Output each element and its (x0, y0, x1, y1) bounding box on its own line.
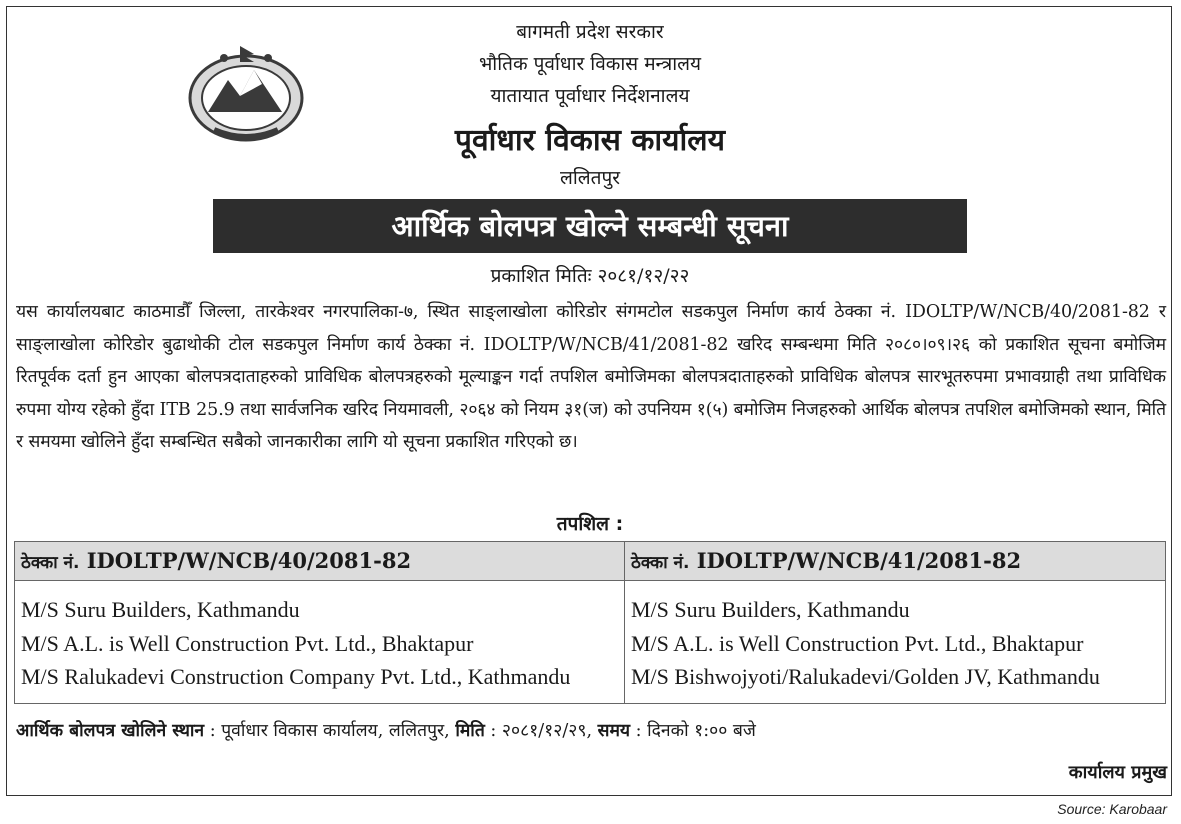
opening-date-value: : २०८१/१२/२९, (490, 721, 593, 741)
bidder-item: M/S A.L. is Well Construction Pvt. Ltd., Bhaktapur (21, 630, 474, 656)
contract-number: IDOLTP/W/NCB/40/2081-82 (86, 548, 412, 573)
contract-column (625, 542, 1165, 703)
bidder-list (15, 581, 624, 694)
opening-time-value: : दिनको १:०० बजे (635, 721, 756, 741)
nepal-government-emblem-icon (184, 40, 308, 144)
ministry-line: भौतिक पूर्वाधार विकास मन्त्रालय (478, 53, 702, 75)
bidder-item: M/S Bishwojyoti/Ralukadevi/Golden JV, Kathmandu (631, 664, 1100, 689)
contract-number: IDOLTP/W/NCB/41/2081-82 (696, 548, 1022, 573)
bidder-item: M/S Suru Builders, Kathmandu (631, 597, 910, 622)
directorate-line: यातायात पूर्वाधार निर्देशनालय (490, 85, 690, 107)
province-government-line: बागमती प्रदेश सरकार (516, 21, 664, 43)
bidder-item: M/S A.L. is Well Construction Pvt. Ltd., Bhaktapur (631, 630, 1084, 656)
contract-label: ठेक्का नं. (631, 553, 690, 573)
contract-label: ठेक्का नं. (21, 553, 80, 573)
opening-details (16, 718, 756, 742)
bidder-item: M/S Ralukadevi Construction Company Pvt. Ltd., Kathmandu (21, 664, 571, 689)
notice-title-banner: आर्थिक बोलपत्र खोल्ने सम्बन्धी सूचना (213, 199, 967, 253)
office-name: पूर्वाधार विकास कार्यालय (454, 123, 726, 158)
contract-header (625, 542, 1165, 581)
opening-time-label: समय (597, 721, 631, 741)
contract-header (15, 542, 624, 581)
office-place: ललितपुर (559, 167, 621, 189)
opening-place-label: आर्थिक बोलपत्र खोलिने स्थान (16, 721, 205, 741)
opening-place-value: : पूर्वाधार विकास कार्यालय, ललितपुर, (209, 721, 450, 741)
source-credit: Source: Karobaar (1057, 801, 1167, 817)
bidder-list (625, 581, 1165, 694)
contracts-table (14, 541, 1166, 704)
opening-date-label: मिति (455, 721, 485, 741)
contract-column (15, 542, 625, 703)
signatory: कार्यालय प्रमुख (1068, 762, 1167, 783)
details-heading: तपशिल : (556, 513, 624, 535)
bidder-item: M/S Suru Builders, Kathmandu (21, 597, 300, 622)
published-date: प्रकाशित मितिः २०८१/१२/२२ (490, 265, 690, 287)
notice-body: यस कार्यालयबाट काठमाडौँ जिल्ला, तारकेश्वर नगरपालिका-७, स्थित साङ्लाखोला कोरिडोर संगमटोल सडकपुल निर्माण कार्य ठेक्का नं. IDOLTP/W/NCB/40/2081-82 र साङ्लाखोला कोरिडोर बुढाथोकी टोल सडकपुल निर्माण कार्य ठेक्का नं. IDOLTP/W/NCB/41/2081-82 खरिद सम्बन्धमा मिति २०८०।०९।२६ को प्रकाशित सूचना बमोजिम रितपूर्वक दर्ता हुन आएका बोलपत्रदाताहरुको प्राविधिक बोलपत्रहरुको मूल्याङ्कन गर्दा तपशिल बमोजिमका बोलपत्रदाताहरुको प्राविधिक बोलपत्र सारभूतरुपमा प्रभावग्राही तथा प्राविधिक रुपमा योग्य रहेको हुँदा ITB 25.9 तथा सार्वजनिक खरिद नियमावली, २०६४ को नियम ३१(ज) को उपनियम १(५) बमोजिम निजहरुको आर्थिक बोलपत्र तपशिल बमोजिमको स्थान, मिति र समयमा खोलिने हुँदा सम्बन्धित सबैको जानकारीका लागि यो सूचना प्रकाशित गरिएको छ। (16, 302, 1166, 452)
